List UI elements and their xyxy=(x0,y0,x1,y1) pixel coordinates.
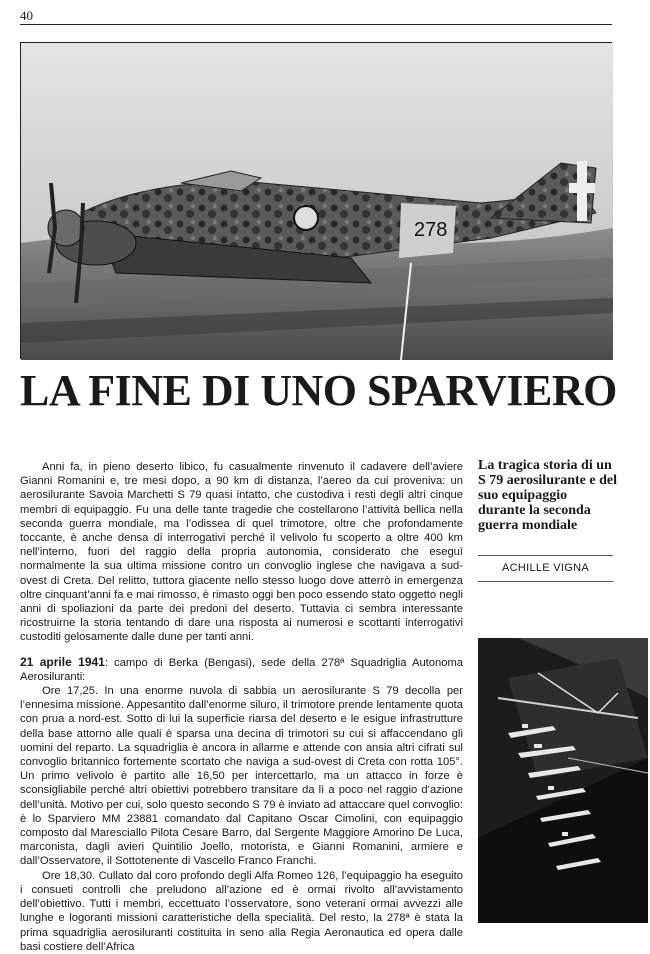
aircraft-marking: 278 xyxy=(414,219,448,241)
article-body xyxy=(20,460,463,954)
ship-markings-photo xyxy=(478,638,648,923)
date-text: : campo di Berka (Bengasi), sede della 278ª Squadriglia Autonoma Aerosiluranti: xyxy=(20,656,463,683)
article-title: LA FINE DI UNO SPARVIERO xyxy=(20,366,617,415)
author-rule-bottom xyxy=(478,581,613,582)
date-paragraph xyxy=(20,655,463,684)
body-paragraph-3: Ore 18,30. Cullato dal coro profondo degli Alfa Romeo 126, l’equipaggio ha eseguito i consueti controlli che preludono all’azione ed è ormai rivolto all’avvistamento dell’obiettivo. Tutti i membri, eccettuato l’osservatore, sono veterani ormai avvezzi alle lunghe e logoranti missioni caratteristiche della specialità. Del resto, la 278ª è stata la prima squadriglia aerosiluranti costituita in seno alla Regia Aeronautica ed opera dalle basi costiere dell’Africa xyxy=(20,869,463,953)
article-subtitle: La tragica storia di un S 79 aerosilurante e del suo equipaggio durante la seconda guerra mondiale xyxy=(478,458,617,533)
page-number: 40 xyxy=(20,8,33,23)
header-rule xyxy=(20,24,612,25)
body-paragraph-2: Ore 17,25. In una enorme nuvola di sabbia un aerosilurante S 79 decolla per l’ennesima missione. Appesantito dall’enorme siluro, il trimotore prende lentamente quota con prua a nord-est. Sotto di lui la superficie riarsa del deserto e le esigue infrastrutture della base attorno alle quali è sparsa una decina di trimotori su cui si affaccendano gli uomini del reparto. La squadriglia è ancora in allarme e attende con ansia altri cifrati sul convoglio britannico fortemente scortato che naviga a sud-ovest di Creta con rotta 105°. Un primo velivolo è partito alle 16,50 per intercettarlo, ma un attacco in forze è sconsigliabile perché altri obiettivi potrebbero transitare da lì a poco nel raggio d’azione dell’unità. Motivo per cui, solo questo secondo S 79 è inviato ad attaccare quel convoglio: è lo Sparviero MM 23881 comandato dal Capitano Oscar Cimolini, con equipaggio composto dal Maresciallo Pilota Cesare Barro, dal Sergente Maggiore Amorino De Luca, marconista, dagli avieri Quintilio Joello, motorista, e Gianni Romanini, armiere e dall’Osservatore, il Sottotenente di Vascello Franco Franchi. xyxy=(20,685,463,868)
aircraft-photo xyxy=(20,42,612,359)
author-rule-top xyxy=(478,555,613,556)
intro-paragraph: Anni fa, in pieno deserto libico, fu casualmente rinvenuto il cadavere dell’aviere Gianni Romanini e, tre mesi dopo, a 90 km di distanza, l’aereo da cui proveniva: un aerosilurante Savoia Marchetti S 79 quasi intatto, che custodiva i resti degli altri cinque membri di equipaggio. Fu una delle tante tragedie che costellarono l’attività bellica nella seconda guerra mondiale, ma l’odissea di quel trimotore, oltre che profondamente toccante, è anche densa di interrogativi perché il velivolo fu scoperto a oltre 400 km nell’interno, fuori del raggio della propria autonomia, considerato che eseguì normalmente la sua ultima missione contro un convoglio inglese che navigava a sud-ovest di Creta. Del relitto, tuttora giacente nello stesso luogo dove atterrò in emergenza oltre cinquant’anni fa e mai rimosso, è rimasto oggi ben poco essendo stato oggetto negli anni di spoliazioni da parte dei predoni del deserto. Tuttavia ci sembra interessante ricostruirne la storia tentando di dare una risposta ai numerosi e scottanti interrogativi custoditi gelosamente dalle dune per tanti anni. xyxy=(20,461,463,644)
date-heading: 21 aprile 1941 xyxy=(20,654,105,669)
article-author: ACHILLE VIGNA xyxy=(501,562,590,574)
